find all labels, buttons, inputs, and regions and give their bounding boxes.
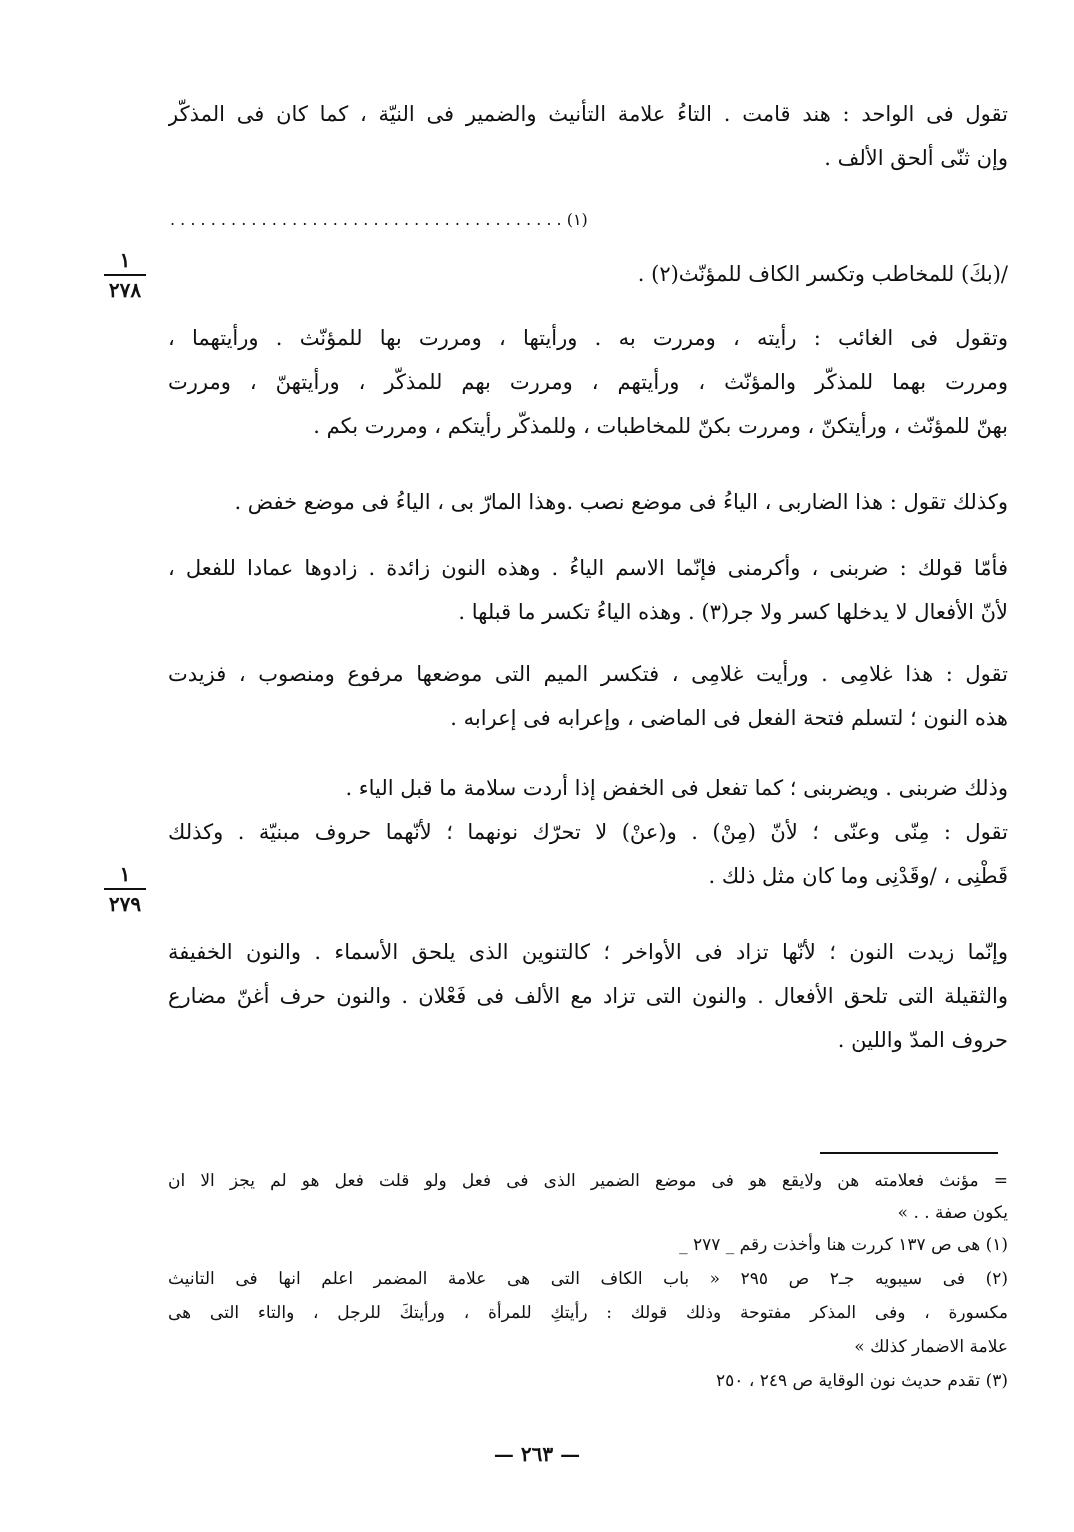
footnote-line: علامة الاضمار كذلك » (854, 1337, 1008, 1357)
footnote-line: مكسورة ، وفى المذكر مفتوحة وذلك قولك : رأيتكِ للمرأة ، ورأيتكَ للرجل ، والتاء التى هى (168, 1303, 1008, 1323)
margin-ref-bottom: ٢٧٩ (108, 892, 142, 916)
text-line: بهنّ للمؤنّث ، ورأيتكنّ ، ومررت بكنّ للمخاطبات ، وللمذكّر رأيتكم ، ومررت بكم . (313, 414, 1008, 438)
footnote-3: (٣) تقدم حديث نون الوقاية ص ٢٤٩ ، ٢٥٠ (716, 1371, 1008, 1391)
footnote-line: يكون صفة . . » (897, 1203, 1008, 1223)
footnote-line: = مؤنث فعلامته هن ولايقع هو فى موضع الضمير الذى فى فعل ولو قلت فعل هو لم يجز الا ان (168, 1171, 1008, 1191)
text-line: حروف المدّ واللين . (837, 1028, 1008, 1052)
footnotes (168, 1164, 1008, 1398)
footnote-line: (٢) فى سيبويه جـ٢ ص ٢٩٥ « باب الكاف التى هى علامة المضمر اعلم انها فى التانيث (168, 1269, 1008, 1289)
margin-folio-ref (100, 248, 150, 302)
page-number: — ٢٦٣ — (493, 1442, 581, 1466)
text-line: فأمّا قولك : ضربنى ، وأكرمنى فإنّما الاسم الياءُ . وهذه النون زائدة . زادوها عمادا للفعل ، (168, 556, 1008, 580)
paragraph-7 (168, 766, 1008, 898)
text-line: وإنّما زيدت النون ؛ لأنّها تزاد فى الأواخر ؛ كالتنوين الذى يلحق الأسماء . والنون الخفيفة (168, 940, 1008, 964)
text-line: وذلك ضربنى . ويضربنى ؛ كما تفعل فى الخفض إذا أردت سلامة ما قبل الياء . (345, 776, 1008, 800)
paragraph-6 (168, 652, 1008, 740)
text-line: تقول فى الواحد : هند قامت . التاءُ علامة التأنيث والضمير فى النيّة ، كما كان فى المذكّر (168, 102, 1008, 126)
margin-ref-divider (104, 888, 146, 890)
margin-ref-bottom: ٢٧٨ (108, 278, 142, 302)
paragraph-3 (168, 316, 1008, 448)
text-line: هذه النون ؛ لتسلم فتحة الفعل فى الماضى ، وإعرابه فى إعرابه . (450, 706, 1008, 730)
text-line: لأنّ الأفعال لا يدخلها كسر ولا جر(٣) . وهذه الياءُ تكسر ما قبلها . (458, 600, 1008, 624)
paragraph-4 (168, 480, 1008, 524)
text-line: قَطْنِى ، /وقَدْنِى وما كان مثل ذلك . (708, 864, 1008, 888)
margin-ref-divider (104, 274, 146, 276)
paragraph-5 (168, 546, 1008, 634)
text-line: وإن ثنّى ألحق الألف . (824, 146, 1008, 170)
margin-ref-top: ١ (119, 862, 131, 886)
text-line: والثقيلة التى تلحق الأفعال . والنون التى تزاد مع الألف فى فَعْلان . والنون حرف أغنّ مضارع (168, 984, 1008, 1008)
elision-marker: . . . . . . . . . . . . . . . . . . . . . . . . . . . . . . . . . . . . . . . (١) (170, 210, 588, 229)
text-line: تقول : هذا غلامِى . ورأيت غلامِى ، فتكسر الميم التى موضعها مرفوع ومنصوب ، فزيدت (168, 662, 1008, 686)
margin-ref-top: ١ (119, 248, 131, 272)
footnote-separator (820, 1152, 998, 1154)
footnote-1: (١) هى ص ١٣٧ كررت هنا وأخذت رقم _ ٢٧٧ _ (679, 1235, 1008, 1255)
text-line: ومررت بهما للمذكّر والمؤنّث ، ورأيتهم ، ومررت بهم للمذكّر ، ورأيتهنّ ، ومررت (168, 370, 1008, 394)
text-line: وتقول فى الغائب : رأيته ، ومررت به . ورأيتها ، ومررت بها للمؤنّث . ورأيتهما ، (168, 326, 1008, 350)
text-line: /(بكَ) للمخاطب وتكسر الكاف للمؤنّث(٢) . (637, 262, 1008, 286)
paragraph-1 (168, 92, 1008, 180)
margin-folio-ref (100, 862, 150, 916)
paragraph-8 (168, 930, 1008, 1062)
paragraph-2 (168, 252, 1008, 296)
text-line: تقول : مِنّى وعنّى ؛ لأنّ (مِنْ) . و(عنْ) لا تحرّك نونهما ؛ لأنّهما حروف مبنيّة . وكذلك (168, 820, 1008, 844)
text-line: وكذلك تقول : هذا الضاربى ، الياءُ فى موضع نصب .وهذا المارّ بى ، الياءُ فى موضع خفض . (234, 490, 1008, 514)
